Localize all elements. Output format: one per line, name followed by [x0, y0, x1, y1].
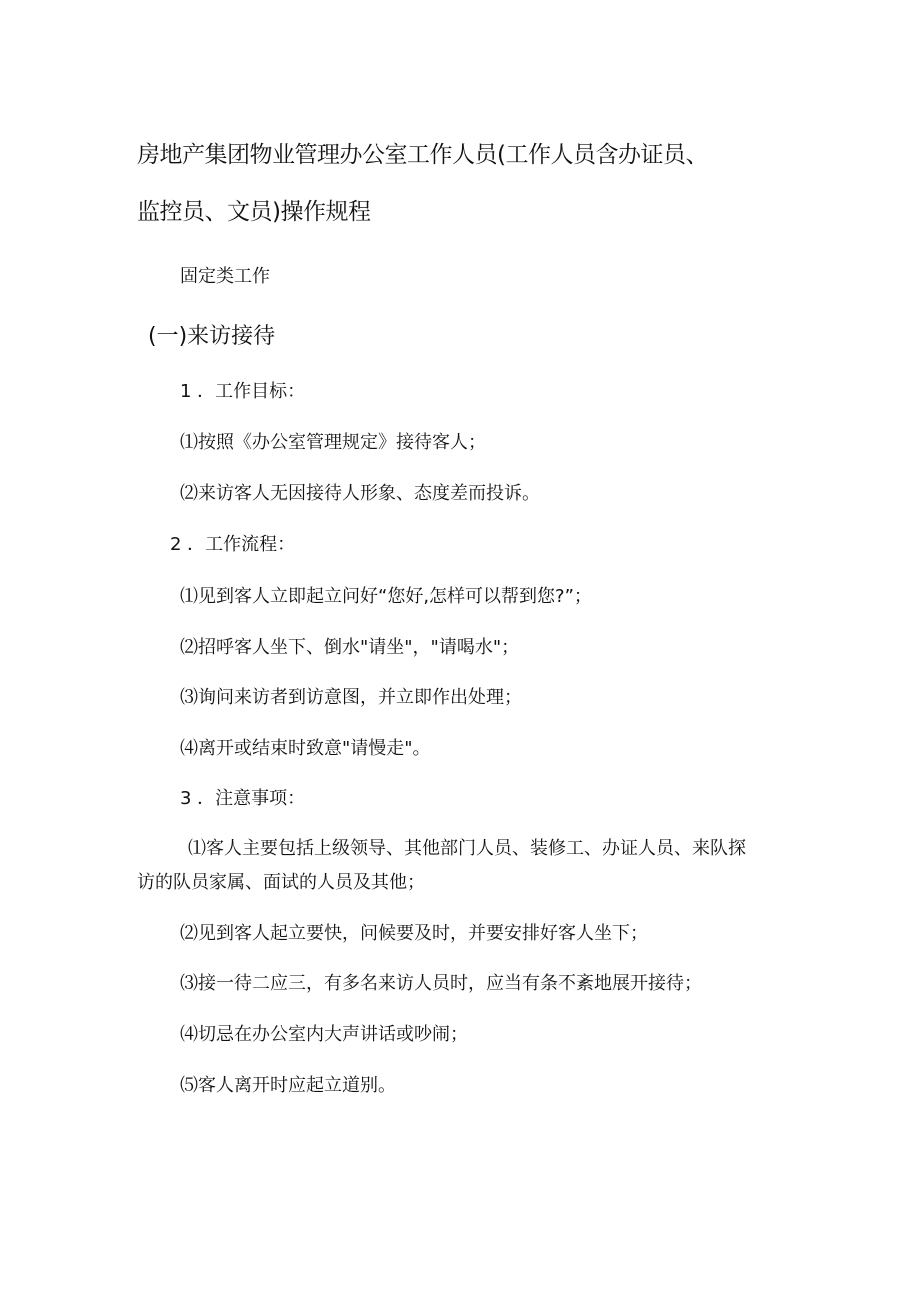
- notes-item-4: ⑷切忌在办公室内大声讲话或吵闹；: [180, 1024, 468, 1045]
- process-item-4: ⑷离开或结束时致意"请慢走"。: [180, 738, 431, 759]
- document-title-line-1: 房地产集团物业管理办公室工作人员(工作人员含办证员、: [137, 142, 708, 168]
- notes-item-1-line-2: 访的队员家属、面试的人员及其他；: [137, 872, 425, 893]
- document-title-line-2: 监控员、文员)操作规程: [137, 199, 371, 225]
- section-heading: (一)来访接待: [148, 324, 276, 349]
- goal-label: 1 ．工作目标：: [180, 381, 306, 402]
- notes-item-5: ⑸客人离开时应起立道别。: [180, 1075, 396, 1096]
- process-item-1: ⑴见到客人立即起立问好“您好,怎样可以帮到您?”；: [180, 586, 592, 607]
- process-item-2: ⑵招呼客人坐下、倒水"请坐"，"请喝水"；: [180, 637, 520, 658]
- notes-label: 3 ．注意事项：: [180, 788, 306, 809]
- notes-item-3: ⑶接一待二应三，有多名来访人员时，应当有条不紊地展开接待；: [180, 973, 702, 994]
- goal-item-1: ⑴按照《办公室管理规定》接待客人；: [180, 432, 486, 453]
- notes-item-2: ⑵见到客人起立要快，问候要及时，并要安排好客人坐下；: [180, 923, 648, 944]
- notes-item-1-line-1: ⑴客人主要包括上级领导、其他部门人员、装修工、办证人员、来队探: [188, 838, 746, 859]
- process-label: 2 ．工作流程：: [170, 534, 296, 555]
- goal-item-2: ⑵来访客人无因接待人形象、态度差而投诉。: [180, 483, 540, 504]
- process-item-3: ⑶询问来访者到访意图，并立即作出处理；: [180, 687, 522, 708]
- category-label: 固定类工作: [180, 266, 270, 287]
